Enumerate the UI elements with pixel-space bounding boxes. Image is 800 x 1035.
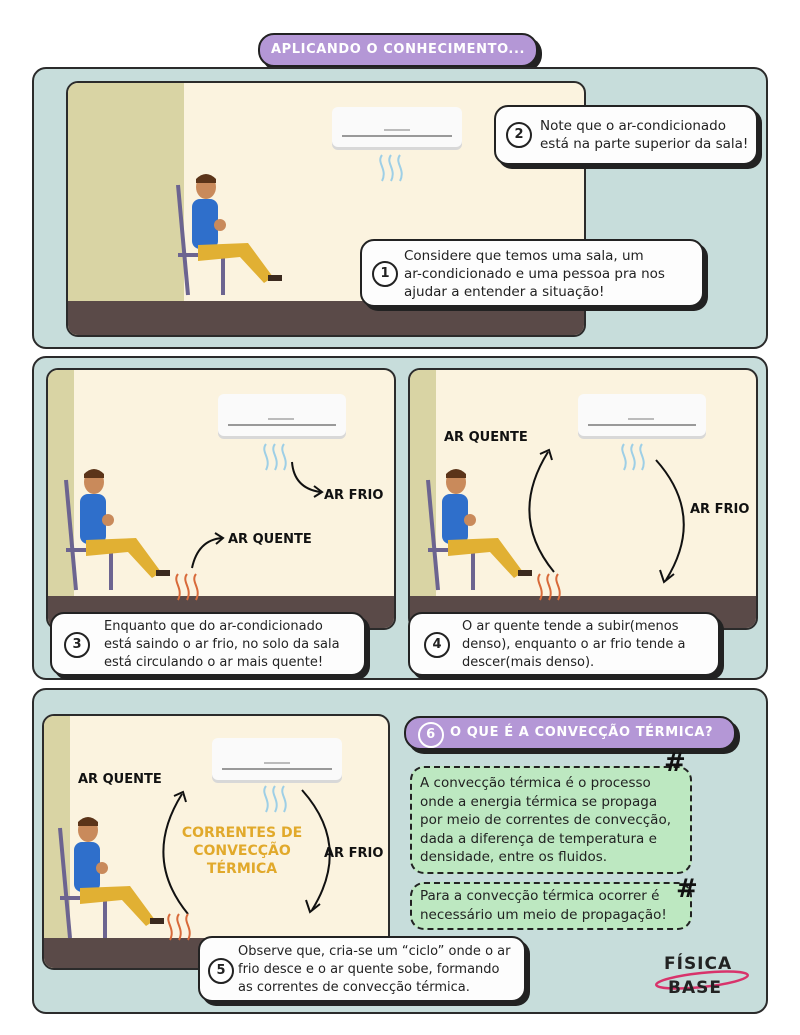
question-title: O QUE É A CONVECÇÃO TÉRMICA? — [450, 725, 714, 740]
propagation-note: Para a convecção térmica ocorrer é necessário um meio de propagação! — [410, 882, 692, 930]
label-cold-air: AR FRIO — [324, 488, 384, 503]
cold-air-icon — [376, 153, 406, 183]
person-sitting-icon — [56, 460, 176, 600]
person-sitting-icon — [418, 460, 538, 600]
question-pill — [404, 716, 736, 750]
air-conditioner-icon — [218, 394, 346, 436]
cold-air-icon — [618, 442, 648, 472]
hot-air-icon — [534, 572, 564, 602]
label-hot-air: AR QUENTE — [78, 772, 162, 787]
step-number-6: 6 — [418, 722, 444, 748]
speech-bubble-1 — [360, 239, 704, 307]
bubble-text-4: O ar quente tende a subir(menos denso), enquanto o ar frio tende a descer(mais denso). — [462, 619, 686, 670]
room-scene-convection — [42, 714, 390, 970]
page-title: APLICANDO O CONHECIMENTO... — [258, 33, 538, 67]
arrow-up-right-icon — [190, 534, 230, 574]
bubble-text-1: Considere que temos uma sala, um ar-condicionado e uma pessoa pra nos ajudar a entender a situação! — [404, 248, 665, 300]
label-hot-air: AR QUENTE — [228, 532, 312, 547]
arrow-down-right-icon — [288, 460, 328, 500]
panel-convection — [32, 688, 768, 1014]
fisica-base-logo — [656, 954, 752, 1004]
bubble-text-2: Note que o ar-condicionado está na parte superior da sala! — [540, 118, 749, 152]
air-conditioner-icon — [578, 394, 706, 436]
label-cold-air: AR FRIO — [324, 846, 384, 861]
definition-note: A convecção térmica é o processo onde a energia térmica se propaga por meio de correntes de convecção, dada a diferença de temperatura e densidade, entre os fluidos. — [410, 766, 692, 874]
step-number-2: 2 — [506, 122, 532, 148]
speech-bubble-3 — [50, 612, 366, 676]
step-number-5: 5 — [208, 958, 234, 984]
hashtag-icon: # — [676, 874, 698, 904]
label-cold-air: AR FRIO — [690, 502, 750, 517]
convection-currents-label: CORRENTES DE CONVECÇÃO TÉRMICA — [181, 825, 303, 877]
air-conditioner-icon — [212, 738, 342, 780]
label-hot-air: AR QUENTE — [444, 430, 528, 445]
step-number-1: 1 — [372, 261, 398, 287]
air-conditioner-icon — [332, 107, 462, 147]
hashtag-icon: # — [664, 748, 686, 778]
room-scene-right — [408, 368, 758, 630]
panel-intro — [32, 67, 768, 349]
logo-line1: FÍSICA — [664, 954, 733, 974]
step-number-4: 4 — [424, 632, 450, 658]
room-scene-left — [46, 368, 396, 630]
speech-bubble-2 — [494, 105, 758, 165]
step-number-3: 3 — [64, 632, 90, 658]
cold-air-icon — [260, 442, 290, 472]
person-sitting-icon — [50, 808, 170, 948]
arrow-down-curved-icon — [292, 786, 352, 916]
arrow-down-curved-icon — [646, 456, 706, 586]
bubble-text-3: Enquanto que do ar-condicionado está saindo o ar frio, no solo da sala está circulando o ar mais quente! — [104, 619, 340, 670]
panel-air-movement — [32, 356, 768, 680]
cold-air-icon — [260, 784, 290, 814]
logo-line2: BASE — [668, 978, 722, 998]
speech-bubble-4 — [408, 612, 720, 676]
hot-air-icon — [172, 572, 202, 602]
bubble-text-5: Observe que, cria-se um “ciclo” onde o ar frio desce e o ar quente sobe, formando as correntes de convecção térmica. — [238, 944, 511, 995]
person-sitting-icon — [168, 165, 288, 305]
speech-bubble-5 — [198, 936, 526, 1002]
